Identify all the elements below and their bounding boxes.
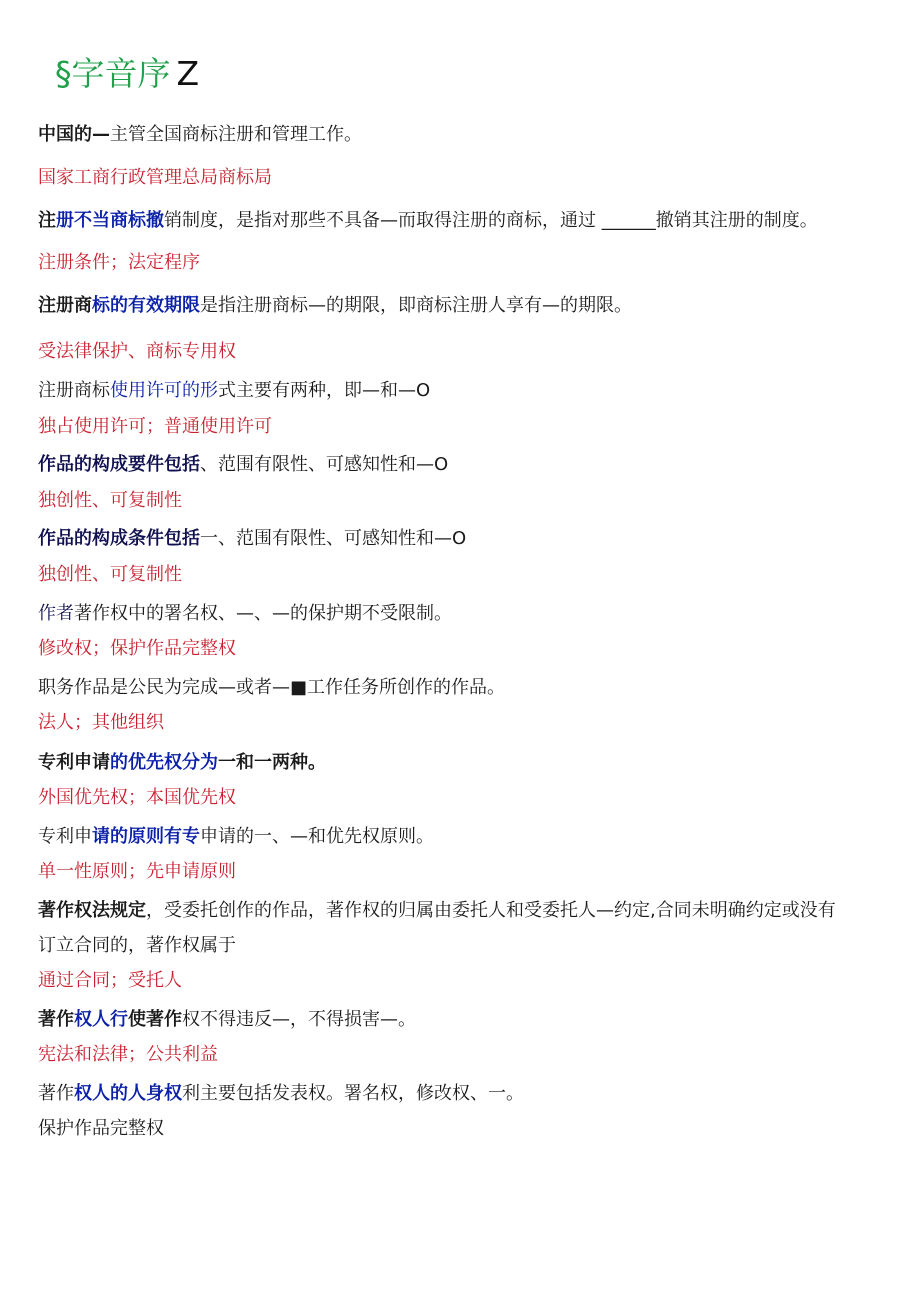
question-bold-text: 使著作 [128,1009,182,1030]
question-text: 权不得违反—，不得损害—。 [182,1009,416,1030]
title-letter: Z [176,54,200,93]
question-highlight-text: 请的原则有专 [92,826,200,847]
answer-line: 受法律保护、商标专用权 [38,341,236,362]
question-highlight-text: 权人的人身权 [74,1083,182,1104]
question-bold-text: 中国的— [38,124,110,145]
question-highlight-text: 标的有效期限 [92,295,200,316]
question-bold-text: 作品的构成要件包括 [38,454,200,475]
question-line [38,595,890,632]
answer-line: 法人；其他组织 [38,712,164,733]
question-highlight-text: 作者 [38,603,74,624]
question-text: 、范围有限性、可感知性和—O [200,454,449,475]
question-text: 利主要包括发表权。署名权，修改权、一。 [182,1083,524,1104]
answer-line: 单一性原则；先申请原则 [38,861,236,882]
answer-line: 注册条件；法定程序 [38,252,200,273]
question-line [38,287,890,324]
page-title [55,52,199,96]
question-line [38,520,890,557]
question-text: 销制度，是指对那些不具备—而取得注册的商标，通过 ______撤销其注册的制度。 [164,210,818,231]
question-line [38,202,890,239]
question-line [38,818,890,855]
question-bold-text: 作品的构成条件包括 [38,528,200,549]
question-bold-text: 著作 [38,1009,74,1030]
question-text: 著作权中的署名权、—、—的保护期不受限制。 [74,603,452,624]
question-line [38,1001,890,1038]
question-text: 是指注册商标—的期限，即商标注册人享有—的期限。 [200,295,632,316]
question-text: 式主要有两种，即—和—O [218,380,431,401]
question-bold-text: 注 [38,210,56,231]
question-line [38,744,890,781]
answer-line: 修改权；保护作品完整权 [38,638,236,659]
question-highlight-text: 的优先权分为 [110,752,218,773]
answer-line-plain: 保护作品完整权 [38,1118,164,1139]
answer-line: 通过合同；受托人 [38,970,182,991]
answer-line: 独占使用许可；普通使用许可 [38,416,272,437]
question-text: 申请的一、—和优先权原则。 [200,826,434,847]
question-text: 职务作品是公民为完成—或者—■工作任务所创作的作品。 [38,677,506,698]
answer-line: 外国优先权；本国优先权 [38,787,236,808]
question-line-continued: 订立合同的，著作权属于 [38,935,236,956]
question-bold-text: 一和一两种。 [218,752,326,773]
answer-line: 宪法和法律；公共利益 [38,1044,218,1065]
question-text: 一、范围有限性、可感知性和—O [200,528,467,549]
question-line [38,669,890,706]
question-text: 主管全国商标注册和管理工作。 [110,124,362,145]
answer-line: 独创性、可复制性 [38,490,182,511]
question-highlight-text: 册不当商标撤 [56,210,164,231]
question-bold-text: 著作权法规定 [38,900,146,921]
answer-line: 独创性、可复制性 [38,564,182,585]
question-line [38,1075,890,1112]
question-text: 专利申 [38,826,92,847]
question-text: ，受委托创作的作品，著作权的归属由委托人和受委托人—约定,合同未明确约定或没有 [146,900,836,921]
question-bold-text: 注册商 [38,295,92,316]
question-text: 注册商标 [38,380,110,401]
question-highlight-text: 权人行 [74,1009,128,1030]
answer-line: 国家工商行政管理总局商标局 [38,167,272,188]
title-section-label: §字音序 [55,54,171,93]
question-bold-text: 专利申请 [38,752,110,773]
question-line [38,892,890,929]
question-line [38,116,890,153]
question-highlight-text: 使用许可的形 [110,380,218,401]
question-line [38,372,890,409]
question-line [38,446,890,483]
question-text: 著作 [38,1083,74,1104]
